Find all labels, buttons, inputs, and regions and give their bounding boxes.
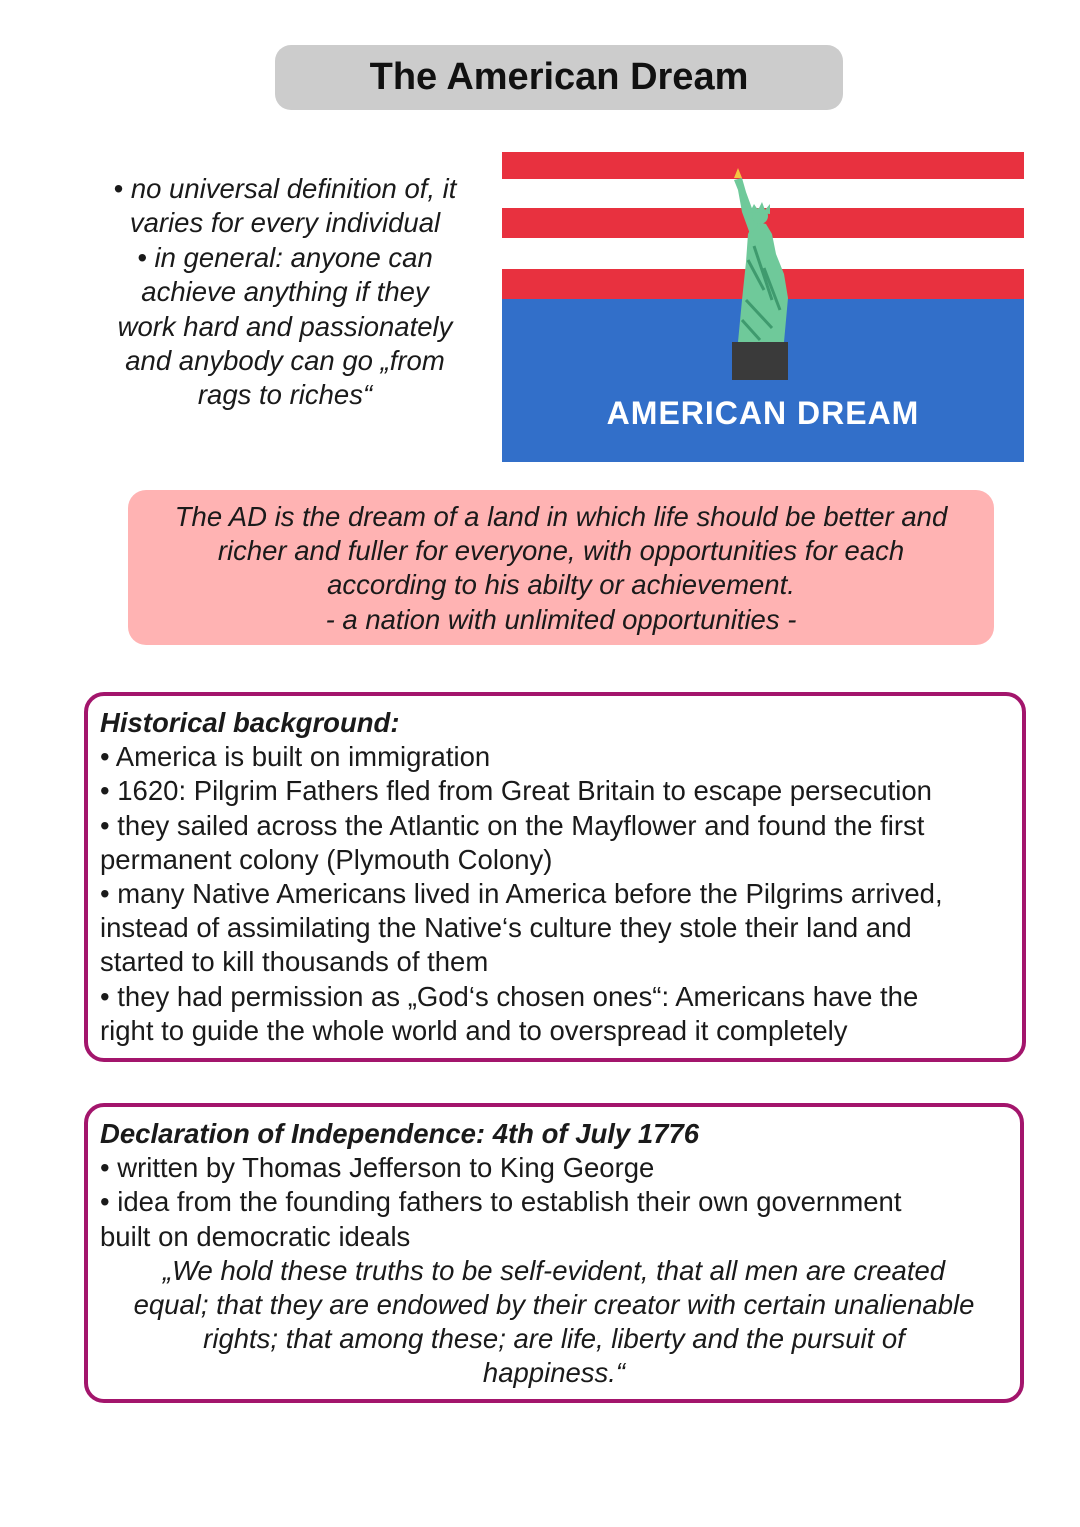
intro-line: • in general: anyone can bbox=[137, 241, 433, 273]
definition-box bbox=[128, 490, 994, 645]
intro-line: and anybody can go „from bbox=[125, 345, 445, 377]
quote-line: happiness.“ bbox=[482, 1357, 626, 1389]
history-line: • they had permission as „God‘s chosen ones“: Americans have the bbox=[100, 980, 919, 1012]
intro-line: varies for every individual bbox=[129, 207, 441, 239]
flag-label: AMERICAN DREAM bbox=[606, 395, 920, 431]
history-line: • they sailed across the Atlantic on the Mayflower and found the first bbox=[100, 809, 925, 841]
definition-line: The AD is the dream of a land in which life should be better and bbox=[174, 501, 948, 532]
historical-background-card bbox=[84, 692, 1026, 1062]
american-dream-flag-image bbox=[502, 150, 1024, 462]
title-banner bbox=[275, 45, 843, 110]
intro-line: • no universal definition of, it bbox=[113, 173, 457, 204]
declaration-heading: Declaration of Independence: 4th of July 1776 bbox=[100, 1118, 700, 1149]
history-line: started to kill thousands of them bbox=[100, 946, 489, 978]
declaration-line: • written by Thomas Jefferson to King George bbox=[100, 1152, 655, 1184]
flag-stripe-red bbox=[502, 152, 1024, 179]
pedestal-icon bbox=[732, 342, 788, 380]
declaration-quote bbox=[100, 1254, 1008, 1391]
intro-line: achieve anything if they bbox=[141, 276, 429, 308]
intro-line: work hard and passionately bbox=[117, 310, 453, 342]
page-title: The American Dream bbox=[369, 56, 749, 98]
definition-line: richer and fuller for everyone, with opportunities for each bbox=[217, 535, 905, 567]
intro-text bbox=[92, 172, 478, 413]
history-line: right to guide the whole world and to overspread it completely bbox=[100, 1014, 848, 1046]
declaration-card bbox=[84, 1103, 1024, 1403]
historical-background-heading: Historical background: bbox=[100, 707, 400, 738]
history-line: • many Native Americans lived in America before the Pilgrims arrived, bbox=[100, 878, 943, 910]
definition-line: according to his abilty or achievement. bbox=[327, 569, 795, 601]
quote-line: rights; that among these; are life, liberty and the pursuit of bbox=[203, 1323, 905, 1355]
history-line: • America is built on immigration bbox=[100, 741, 491, 773]
quote-line: „We hold these truths to be self-evident, that all men are created bbox=[162, 1254, 946, 1286]
definition-line: - a nation with unlimited opportunities - bbox=[325, 603, 797, 635]
intro-line: rags to riches“ bbox=[197, 379, 373, 411]
declaration-line: built on democratic ideals bbox=[100, 1220, 411, 1252]
history-line: instead of assimilating the Native‘s culture they stole their land and bbox=[100, 912, 912, 944]
history-line: permanent colony (Plymouth Colony) bbox=[100, 843, 553, 875]
declaration-line: • idea from the founding fathers to establish their own government bbox=[100, 1186, 902, 1218]
history-line: • 1620: Pilgrim Fathers fled from Great Britain to escape persecution bbox=[100, 775, 932, 807]
quote-line: equal; that they are endowed by their creator with certain unalienable bbox=[133, 1289, 975, 1321]
